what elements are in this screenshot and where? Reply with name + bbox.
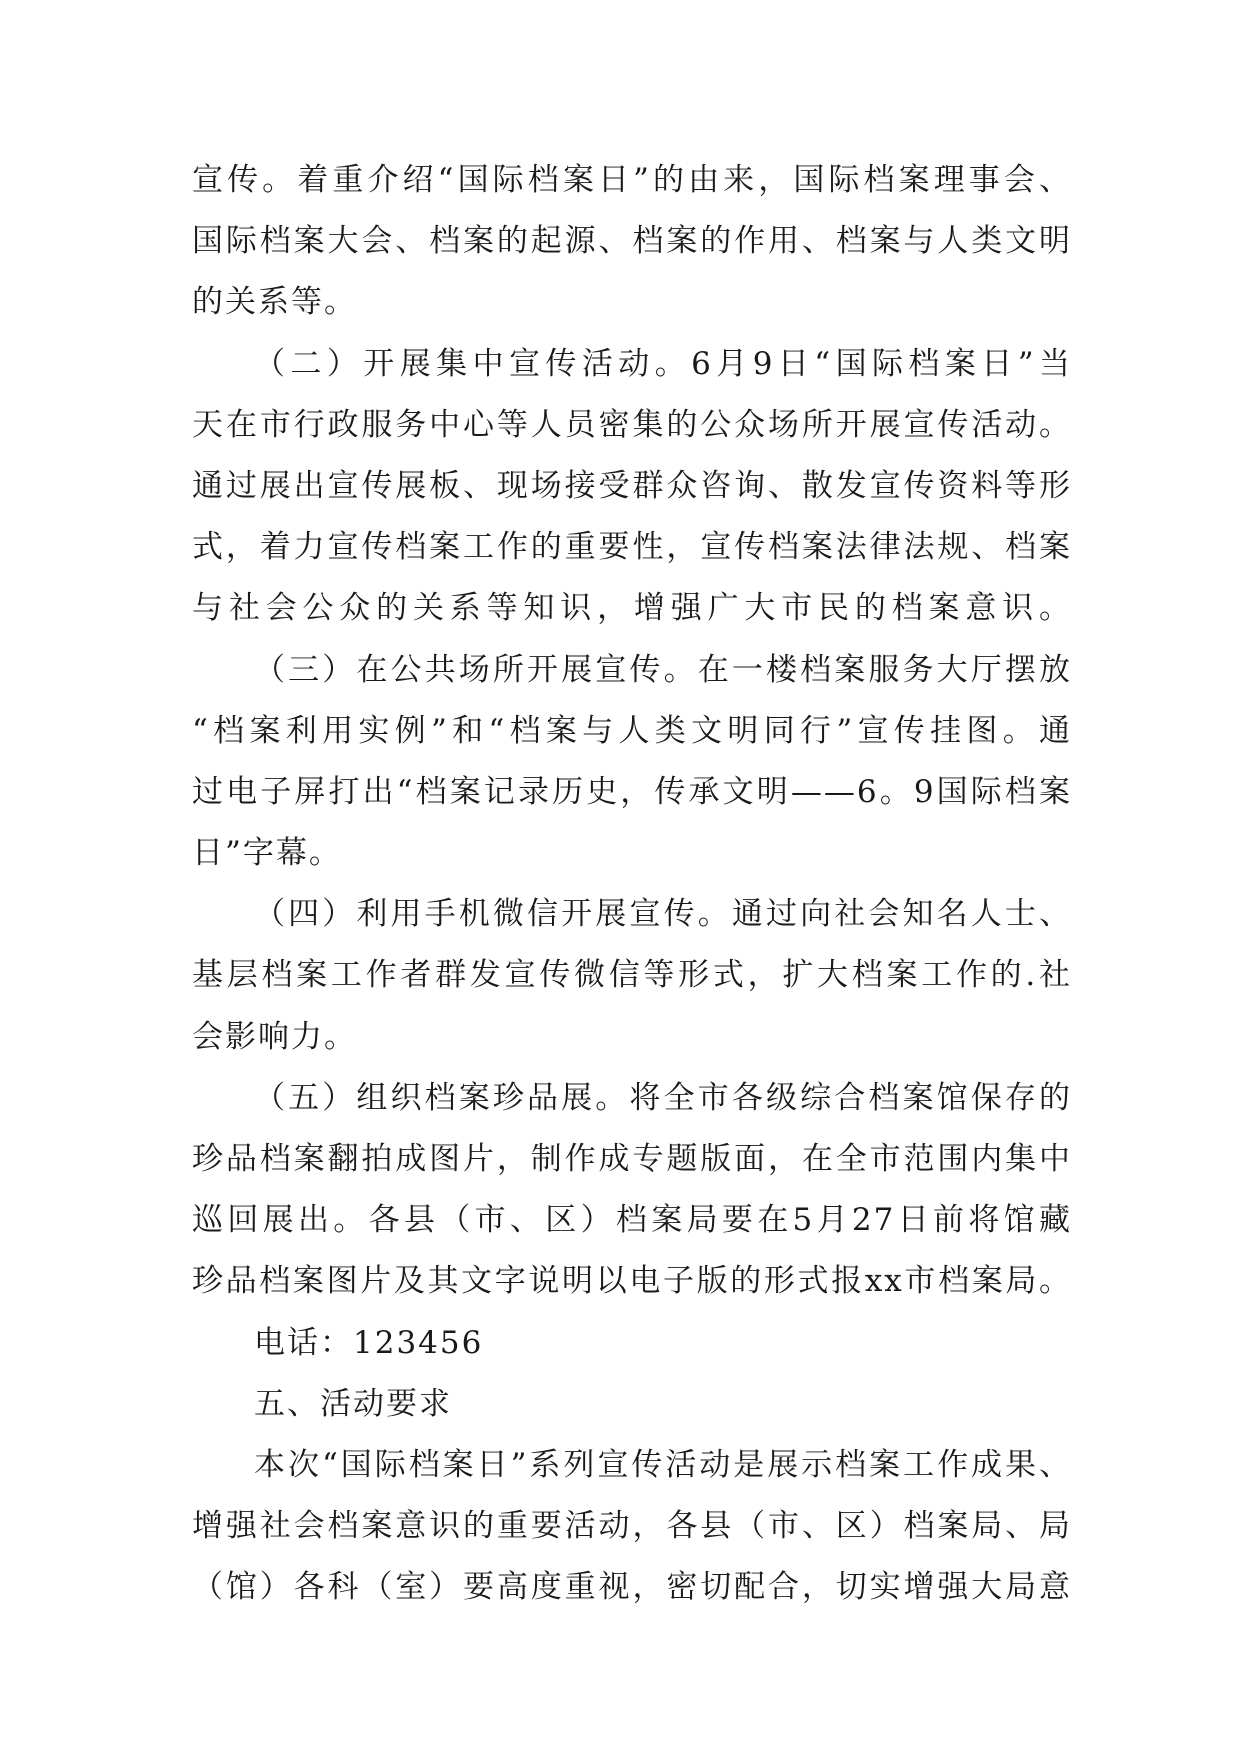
text-line: 的关系等。 <box>192 284 357 321</box>
text-line: 天在市行政服务中心等人员密集的公众场所开展宣传活动。 <box>192 406 1072 443</box>
text-line: 增强社会档案意识的重要活动，各县（市、区）档案局、局 <box>192 1508 1072 1545</box>
text-line: （三）在公共场所开展宣传。在一楼档案服务大厅摆放 <box>254 651 1072 688</box>
text-line: 珍品档案翻拍成图片，制作成专题版面，在全市范围内集中 <box>192 1141 1072 1177</box>
text-line: 过电子屏打出“档案记录历史，传承文明——6。9国际档案 <box>192 773 1072 810</box>
document-body <box>192 160 1072 1629</box>
text-line: （馆）各科（室）要高度重视，密切配合，切实增强大局意 <box>192 1569 1072 1606</box>
text-line: （五）组织档案珍品展。将全市各级综合档案馆保存的 <box>254 1079 1072 1116</box>
text-line: “档案利用实例”和“档案与人类文明同行”宣传挂图。通 <box>192 712 1072 749</box>
text-line: 会影响力。 <box>192 1018 357 1055</box>
text-line: 基层档案工作者群发宣传微信等形式，扩大档案工作的.社 <box>192 957 1072 994</box>
text-line: 巡回展出。各县（市、区）档案局要在5月27日前将馆藏 <box>192 1202 1072 1239</box>
text-line: 与社会公众的关系等知识，增强广大市民的档案意识。 <box>192 590 1072 627</box>
text-line: 本次“国际档案日”系列宣传活动是展示档案工作成果、 <box>254 1446 1072 1483</box>
text-line: 国际档案大会、档案的起源、档案的作用、档案与人类文明 <box>192 223 1072 260</box>
text-line: 宣传。着重介绍“国际档案日”的由来，国际档案理事会、 <box>192 162 1072 198</box>
text-line: 五、活动要求 <box>254 1385 452 1422</box>
text-line: （二）开展集中宣传活动。6月9日“国际档案日”当 <box>254 345 1072 382</box>
text-line: （四）利用手机微信开展宣传。通过向社会知名人士、 <box>254 896 1072 933</box>
text-line: 通过展出宣传展板、现场接受群众咨询、散发宣传资料等形 <box>192 467 1072 504</box>
text-line: 珍品档案图片及其文字说明以电子版的形式报xx市档案局。 <box>192 1263 1072 1300</box>
text-line: 式，着力宣传档案工作的重要性，宣传档案法律法规、档案 <box>192 529 1072 566</box>
text-line: 日”字幕。 <box>192 835 342 872</box>
text-line: 电话：123456 <box>254 1324 484 1361</box>
